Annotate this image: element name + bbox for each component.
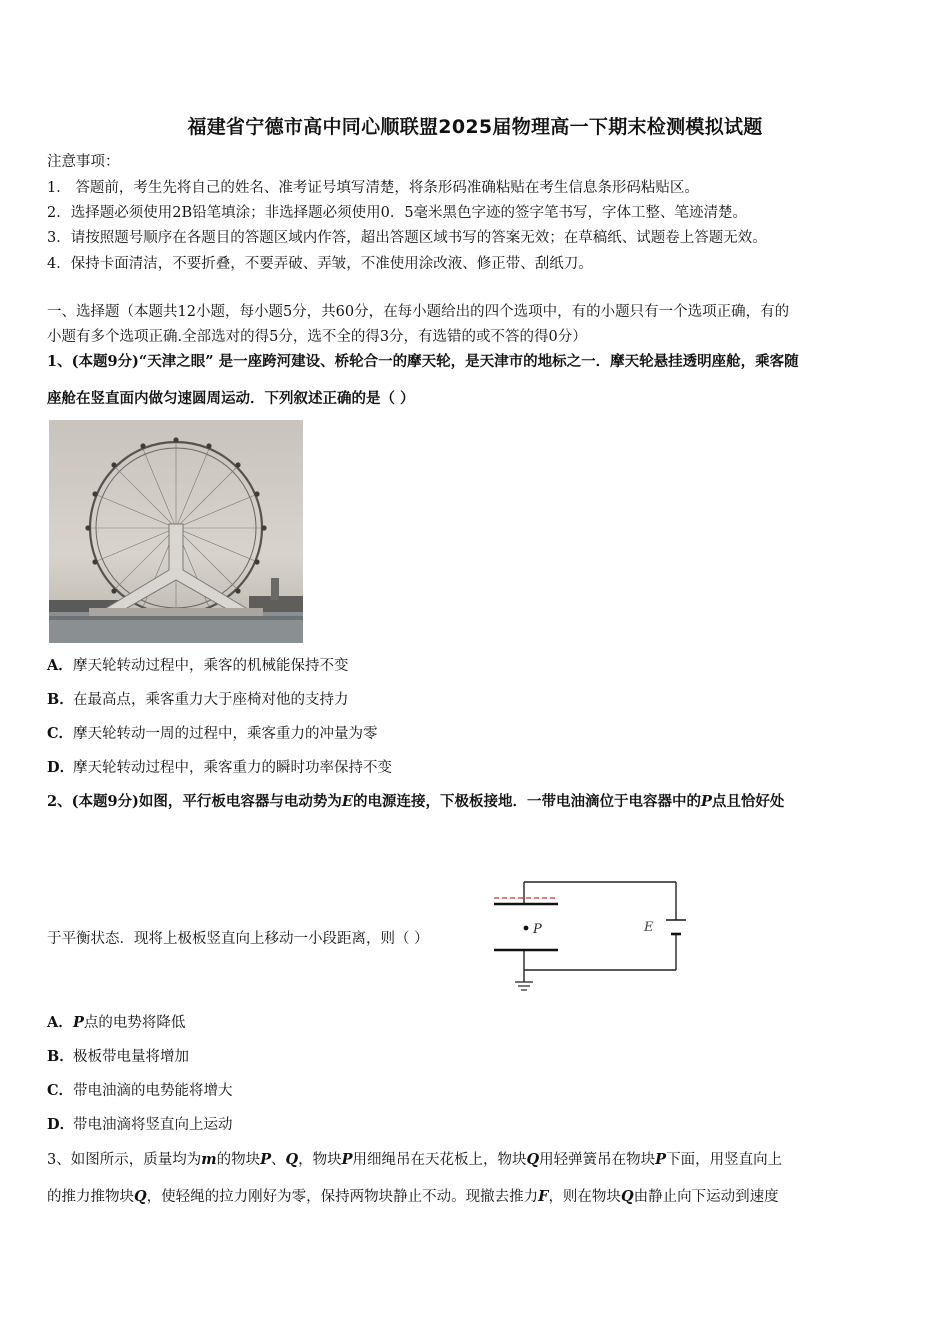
- question-1-option-d[interactable]: [47, 758, 392, 778]
- q2-symbol-p: P: [700, 793, 712, 810]
- q2-text-c: 点且恰好处: [711, 793, 785, 810]
- question-1-stem-line-1: 1、(本题9分)“天津之眼” 是一座跨河建设、桥轮合一的摩天轮，是天津市的地标之一．摩天轮悬挂透明座舱，乘客随: [47, 353, 799, 370]
- option-text: 摩天轮转动一周的过程中，乘客重力的冲量为零: [73, 726, 378, 742]
- option-letter: C．: [47, 725, 74, 742]
- notice-item-1: 1． 答题前，考生先将自己的姓名、准考证号填写清楚，将条形码准确粘贴在考生信息条形码粘贴区。: [47, 180, 699, 196]
- q3-text: 用轻弹簧吊在物块: [539, 1152, 656, 1168]
- option-letter: B．: [47, 1048, 74, 1065]
- question-2-option-c[interactable]: [47, 1081, 233, 1101]
- section-intro-line-2: 小题有多个选项正确.全部选对的得5分，选不全的得3分，有选错的或不答的得0分）: [47, 329, 587, 345]
- q3-text: 3、如图所示，质量均为: [47, 1152, 202, 1168]
- q3-text: 用细绳吊在天花板上，物块: [352, 1152, 527, 1168]
- q2-text-b: 的电源连接，下极板接地．一带电油滴位于电容器中的: [352, 793, 701, 810]
- q3-text: 的物块: [216, 1152, 261, 1168]
- option-letter: A．: [47, 657, 73, 674]
- option-letter: D．: [47, 759, 75, 776]
- question-2-option-d[interactable]: [47, 1115, 233, 1135]
- q2-text-a: 2、(本题9分)如图，平行板电容器与电动势为: [47, 793, 342, 810]
- option-text: 极板带电量将增加: [73, 1049, 189, 1065]
- ferris-wheel-photo: [49, 420, 303, 643]
- q2-symbol-e: E: [341, 793, 353, 810]
- option-text: 带电油滴将竖直向上运动: [73, 1117, 233, 1133]
- question-3-stem-line-1: [47, 1150, 782, 1170]
- option-letter: C．: [47, 1082, 74, 1099]
- page-title: 福建省宁德市高中同心顺联盟2025届物理高一下期末检测模拟试题: [187, 116, 763, 138]
- q3-symbol-q: Q: [526, 1151, 540, 1168]
- q3-symbol-m: m: [201, 1151, 217, 1168]
- question-3-stem-line-2: [47, 1187, 779, 1207]
- q3-symbol-p: P: [260, 1151, 271, 1168]
- q3-text: ，则在物块: [548, 1189, 621, 1205]
- question-2-option-a[interactable]: [47, 1013, 185, 1033]
- q3-symbol-p: P: [341, 1151, 353, 1168]
- question-1-option-b[interactable]: [47, 690, 349, 710]
- q3-separator: 、: [270, 1152, 286, 1168]
- q3-symbol-f: F: [538, 1188, 549, 1205]
- q3-text: ，使轻绳的拉力刚好为零，保持两物块静止不动。现撤去推力: [146, 1189, 539, 1205]
- question-1-option-c[interactable]: [47, 724, 378, 744]
- question-1-stem-line-2: 座舱在竖直面内做匀速圆周运动．下列叙述正确的是（ ）: [47, 390, 415, 407]
- option-letter: A．: [47, 1014, 73, 1031]
- option-text: 在最高点，乘客重力大于座椅对他的支持力: [73, 692, 349, 708]
- option-text: 带电油滴的电势能将增大: [73, 1083, 233, 1099]
- q3-text: ，物块: [298, 1152, 342, 1168]
- q3-symbol-q: Q: [285, 1151, 299, 1168]
- label-p: P: [533, 922, 542, 937]
- notice-item-3: 3．请按照题号顺序在各题目的答题区域内作答，超出答题区域书写的答案无效；在草稿纸、试题卷上答题无效。: [47, 230, 767, 246]
- capacitor-circuit-diagram: [488, 872, 688, 992]
- option-letter: D．: [47, 1116, 75, 1133]
- question-2-stem-line-1: [47, 792, 784, 812]
- q3-text: 下面，用竖直向上: [666, 1152, 783, 1168]
- notice-heading: 注意事项：: [47, 154, 120, 170]
- option-text: 摩天轮转动过程中，乘客重力的瞬时功率保持不变: [73, 760, 392, 776]
- q3-symbol-q: Q: [620, 1188, 634, 1205]
- question-2-option-b[interactable]: [47, 1047, 189, 1067]
- ground-icon: [515, 982, 533, 990]
- question-2-stem-line-2: 于平衡状态．现将上极板竖直向上移动一小段距离，则（ ）: [47, 931, 429, 947]
- q3-symbol-q: Q: [134, 1188, 147, 1205]
- section-intro-line-1: 一、选择题（本题共12小题，每小题5分，共60分，在每小题给出的四个选项中，有的小题只有一个选项正确，有的: [47, 304, 790, 320]
- option-text: 点的电势将降低: [83, 1015, 186, 1031]
- notice-item-4: 4．保持卡面清洁，不要折叠，不要弄破、弄皱，不准使用涂改液、修正带、刮纸刀。: [47, 256, 593, 272]
- q3-text: 由静止向下运动到速度: [633, 1189, 779, 1205]
- q3-symbol-p: P: [655, 1151, 667, 1168]
- q3-text: 的推力推物块: [47, 1189, 134, 1205]
- oil-drop: [524, 926, 529, 931]
- notice-item-2: 2．选择题必须使用2B铅笔填涂；非选择题必须使用0．5毫米黑色字迹的签字笔书写，字体工整、笔迹清楚。: [47, 205, 748, 221]
- label-e: E: [644, 920, 654, 935]
- option-text: 摩天轮转动过程中，乘客的机械能保持不变: [73, 658, 349, 674]
- question-1-option-a[interactable]: [47, 656, 349, 676]
- option-symbol: P: [73, 1014, 84, 1031]
- option-letter: B．: [47, 691, 74, 708]
